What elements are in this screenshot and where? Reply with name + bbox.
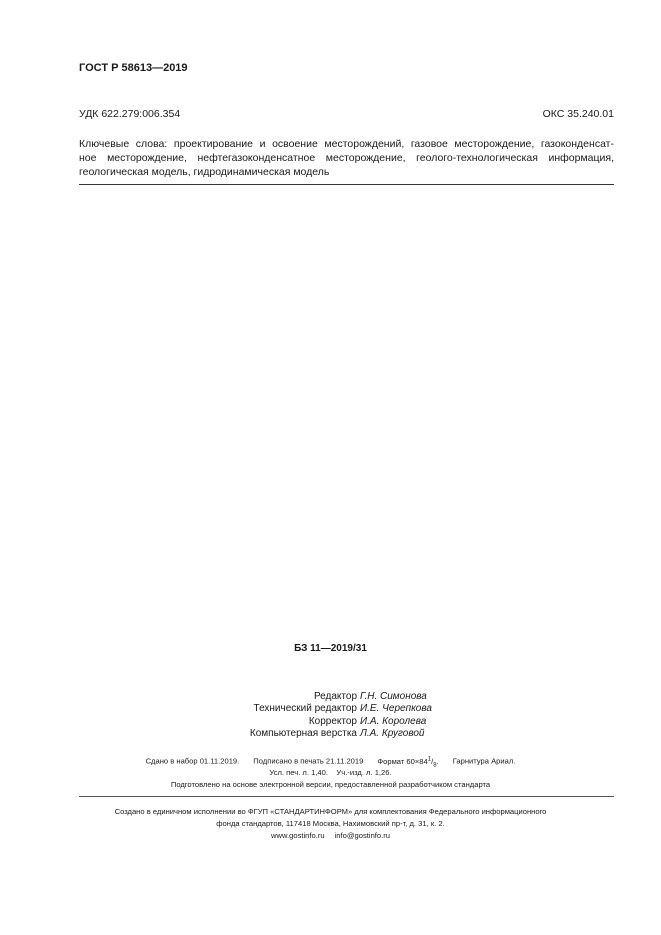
imprint-signed: Подписано в печать 21.11.2019 — [253, 756, 364, 766]
imprint-prepared: Подготовлено на основе электронной версии, предоставленной разработчиком стандарта — [170, 780, 491, 789]
imprint-print-sheets: Усл. печ. л. 1,40. — [269, 768, 328, 777]
keywords-line-2: ное месторождение, нефтегазоконденсатное месторождение, геолого-технологическая информация, — [79, 152, 614, 164]
imprint-typeface: Гарнитура Ариал. — [452, 756, 516, 766]
staff-role: Редактор — [313, 691, 357, 702]
bz-number: БЗ 11—2019/31 — [294, 643, 367, 654]
publisher-block — [0, 806, 661, 842]
publisher-line-2: фонда стандартов, 117418 Москва, Нахимовский пр-т, д. 31, к. 2. — [216, 819, 445, 828]
staff-role: Корректор — [308, 715, 357, 727]
staff-role: Технический редактор — [253, 703, 357, 715]
imprint-submitted: Сдано в набор 01.11.2019. — [145, 756, 240, 766]
staff-role: Компьютерная верстка — [249, 728, 357, 740]
divider-bottom — [79, 796, 614, 797]
udk-code: УДК 622.279:006.354 — [79, 108, 181, 120]
staff-row-corrector — [250, 716, 432, 728]
standard-number: ГОСТ Р 58613—2019 — [79, 62, 188, 74]
staff-name: И.А. Королева — [360, 715, 427, 727]
staff-name: Г.Н. Симонова — [360, 691, 427, 702]
staff-row-layout — [250, 728, 432, 740]
publisher-website-link[interactable]: www.gostinfo.ru — [270, 831, 325, 840]
imprint-publish-sheets: Уч.-изд. л. 1,26. — [336, 768, 392, 777]
staff-name: И.Е. Черепкова — [360, 703, 432, 715]
staff-row-tech-editor — [250, 703, 432, 715]
imprint-line-1 — [0, 756, 661, 768]
keywords-line-3: геологическая модель, гидродинамическая модель — [79, 166, 330, 178]
publisher-email-link[interactable]: info@gostinfo.ru — [334, 831, 391, 840]
keywords-block — [79, 137, 614, 179]
divider-top — [79, 184, 614, 185]
imprint-line-2 — [0, 768, 661, 777]
imprint-format: Формат $60\times 84^1/_8$. — [377, 756, 439, 769]
publisher-contacts — [0, 830, 661, 842]
keywords-line-1: Ключевые слова: проектирование и освоение месторождений, газовое месторождение, газоконденсат- — [79, 138, 614, 150]
staff-row-editor — [250, 691, 432, 703]
publisher-line-1: Создано в единичном исполнении во ФГУП «СТАНДАРТИНФОРМ» для комплектования Федерального информационного — [114, 807, 547, 816]
staff-list — [250, 691, 432, 741]
oks-code: ОКС 35.240.01 — [542, 108, 614, 120]
staff-name: Л.А. Круговой — [360, 728, 425, 740]
